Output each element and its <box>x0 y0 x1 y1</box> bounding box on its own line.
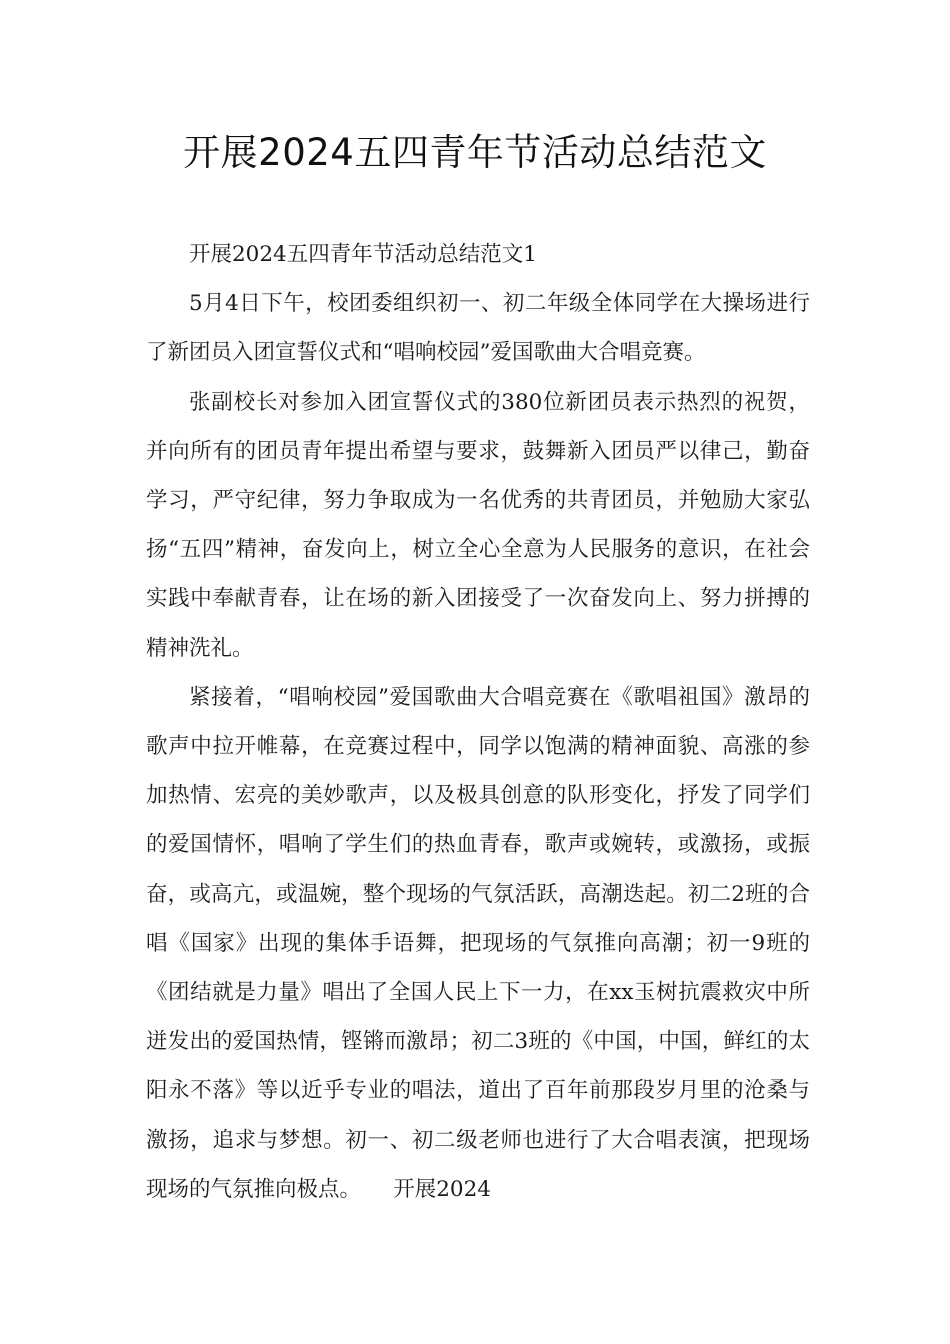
paragraph: 5月4日下午，校团委组织初一、初二年级全体同学在大操场进行了新团员入团宣誓仪式和“唱响校园”爱国歌曲大合唱竞赛。 <box>146 291 810 366</box>
paragraph-subtitle: 开展2024五四青年节活动总结范文1 <box>189 242 537 267</box>
paragraph: 紧接着，“唱响校园”爱国歌曲大合唱竞赛在《歌唱祖国》激昂的歌声中拉开帷幕，在竞赛过程中，同学以饱满的精神面貌、高涨的参加热情、宏亮的美妙歌声，以及极具创意的队形变化，抒发了同学们的爱国情怀，唱响了学生们的热血青春，歌声或婉转，或激扬，或振奋，或高亢，或温婉，整个现场的气氛活跃，高潮迭起。初二2班的合唱《国家》出现的集体手语舞，把现场的气氛推向高潮；初一9班的《团结就是力量》唱出了全国人民上下一力，在xx玉树抗震救灾中所迸发出的爱国热情，铿锵而激昂；初二3班的《中国，中国，鲜红的太阳永不落》等以近乎专业的唱法，道出了百年前那段岁月里的沧桑与激扬，追求与梦想。初一、初二级老师也进行了大合唱表演，把现场现场的气氛推向极点。 开展2024 <box>146 684 810 1202</box>
document-body <box>146 230 810 1214</box>
document-title: 开展2024五四青年节活动总结范文 <box>183 131 767 174</box>
paragraph: 张副校长对参加入团宣誓仪式的380位新团员表示热烈的祝贺，并向所有的团员青年提出希望与要求，鼓舞新入团员严以律己，勤奋学习，严守纪律，努力争取成为一名优秀的共青团员，并勉励大家弘扬“五四”精神，奋发向上，树立全心全意为人民服务的意识，在社会实践中奉献青春，让在场的新入团接受了一次奋发向上、努力拼搏的精神洗礼。 <box>146 389 810 661</box>
